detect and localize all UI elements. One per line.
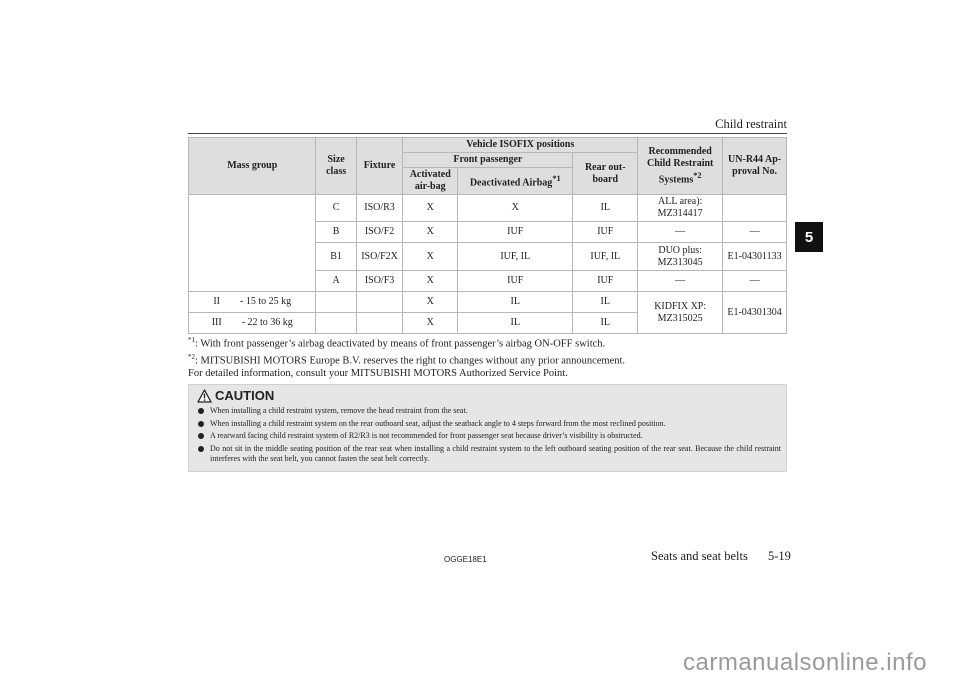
- bullet-icon: [198, 421, 204, 427]
- header-mass-group: Mass group: [189, 138, 316, 195]
- table-row: [189, 292, 787, 313]
- approval-cell: E1-04301304: [723, 292, 787, 334]
- rear-cell: IUF, IL: [573, 243, 638, 271]
- mass-group-cell: [189, 313, 316, 334]
- activated-cell: X: [403, 243, 458, 271]
- system-cell: —: [638, 271, 723, 292]
- deactivated-cell: IUF, IL: [458, 243, 573, 271]
- weight-range: - 22 to 36 kg: [241, 317, 293, 328]
- caution-title: CAUTION: [215, 388, 275, 403]
- deactivated-cell: IL: [458, 292, 573, 313]
- system-cell: —: [638, 222, 723, 243]
- size-cell: A: [316, 271, 356, 292]
- group-label: II: [213, 296, 221, 307]
- approval-cell: —: [723, 271, 787, 292]
- rear-cell: IUF: [573, 222, 638, 243]
- fixture-cell: ISO/F2X: [356, 243, 403, 271]
- size-cell: C: [316, 195, 356, 222]
- bullet-icon: [198, 446, 204, 452]
- chapter-tab: 5: [795, 222, 823, 252]
- isofix-table: [188, 137, 787, 334]
- caution-item: A rearward facing child restraint system of R2/R3 is not recommended for front passenger seat because driver’s visibility is obstructed.: [197, 431, 781, 441]
- warning-triangle-icon: [197, 389, 212, 403]
- deactivated-cell: X: [458, 195, 573, 222]
- system-cell: ALL area): MZ314417: [638, 195, 723, 222]
- caution-list: [197, 406, 781, 467]
- section-title: Child restraint: [715, 117, 787, 131]
- caution-item: When installing a child restraint system, remove the head restraint from the seat.: [197, 406, 781, 416]
- caution-item: When installing a child restraint system on the rear outboard seat, adjust the seatback angle to 4 steps forward from the most reclined position.: [197, 419, 781, 429]
- header-size-class: Size class: [316, 138, 356, 195]
- header-deactivated-airbag: Deactivated Airbag$^{*1}$: [458, 168, 573, 195]
- empty-cell: [316, 313, 356, 334]
- bullet-icon: [198, 433, 204, 439]
- footnotes: [188, 334, 808, 381]
- group-label: III: [211, 317, 222, 328]
- activated-cell: X: [403, 313, 458, 334]
- rear-cell: IUF: [573, 271, 638, 292]
- table-row: [189, 195, 787, 222]
- header-unr44: UN-R44 Ap-proval No.: [723, 138, 787, 195]
- fixture-cell: ISO/F2: [356, 222, 403, 243]
- deactivated-cell: IUF: [458, 222, 573, 243]
- system-cell: DUO plus: MZ313045: [638, 243, 723, 271]
- caution-header: [197, 388, 274, 403]
- header-front-passenger: Front passenger: [403, 153, 573, 168]
- empty-cell: [316, 292, 356, 313]
- footer-section-title: Seats and seat belts: [651, 549, 748, 563]
- activated-cell: X: [403, 292, 458, 313]
- system-cell: KIDFIX XP: MZ315025: [638, 292, 723, 334]
- header-rule: [188, 133, 787, 134]
- rear-cell: IL: [573, 313, 638, 334]
- footnote-3: For detailed information, consult your MITSUBISHI MOTORS Authorized Service Point.: [188, 368, 568, 379]
- mass-group-cell: [189, 292, 316, 313]
- deactivated-cell: IUF: [458, 271, 573, 292]
- fixture-cell: ISO/F3: [356, 271, 403, 292]
- size-cell: B1: [316, 243, 356, 271]
- fixture-cell: ISO/R3: [356, 195, 403, 222]
- activated-cell: X: [403, 222, 458, 243]
- approval-cell: E1-04301133: [723, 243, 787, 271]
- rear-cell: IL: [573, 195, 638, 222]
- header-vehicle-positions: Vehicle ISOFIX positions: [403, 138, 638, 153]
- page-number: 5-19: [768, 549, 791, 563]
- caution-item: Do not sit in the middle seating position of the rear seat when installing a child restraint system to the left outboard seating position of the rear seat. Because the child restraint interferes with the seat belt, you cannot fasten the seat belt correctly.: [197, 444, 781, 464]
- caution-box: [188, 384, 787, 472]
- size-cell: B: [316, 222, 356, 243]
- footnote-2: $^{*2}$: MITSUBISHI MOTORS Europe B.V. reserves the right to changes without any prior announcement.: [188, 353, 626, 367]
- header-fixture: Fixture: [356, 138, 403, 195]
- doc-code: OGGE18E1: [444, 555, 487, 564]
- activated-cell: X: [403, 271, 458, 292]
- empty-cell: [356, 292, 403, 313]
- bullet-icon: [198, 408, 204, 414]
- watermark: carmanualsonline.info: [683, 649, 927, 676]
- rear-cell: IL: [573, 292, 638, 313]
- header-recommended: Recommended Child Restraint Systems$^{*2}$: [638, 138, 723, 195]
- weight-range: - 15 to 25 kg: [240, 296, 292, 307]
- deactivated-cell: IL: [458, 313, 573, 334]
- header-activated-airbag: Activated air-bag: [403, 168, 458, 195]
- empty-mass-group-cell: [189, 195, 316, 292]
- approval-cell: [723, 195, 787, 222]
- activated-cell: X: [403, 195, 458, 222]
- footnote-1: $^{*1}$: With front passenger’s airbag deactivated by means of front passenger’s airbag ON-OFF switch.: [188, 336, 606, 350]
- empty-cell: [356, 313, 403, 334]
- approval-cell: —: [723, 222, 787, 243]
- header-rear-outboard: Rear out-board: [573, 153, 638, 195]
